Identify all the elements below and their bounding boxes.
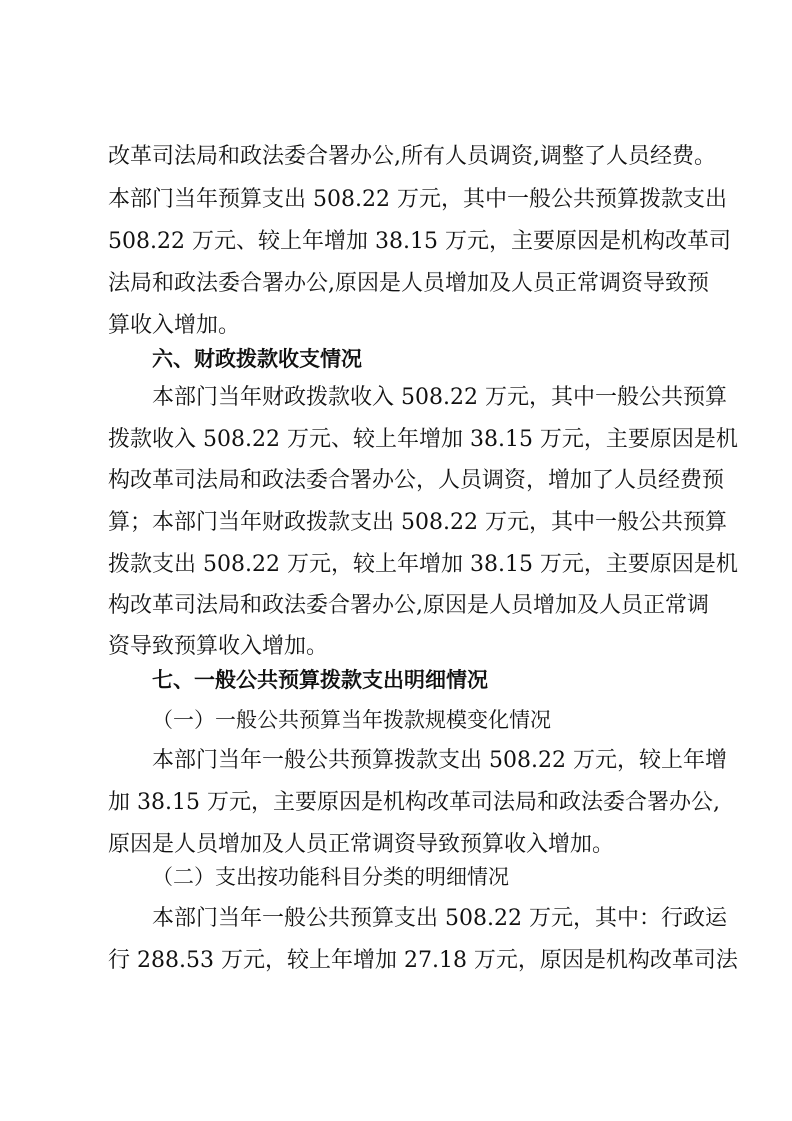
subsection-heading-1: （一）一般公共预算当年拨款规模变化情况 — [152, 708, 551, 732]
paragraph-line: 构改革司法局和政法委合署办公,原因是人员增加及人员正常调 — [108, 593, 709, 618]
paragraph-line: 本部门当年预算支出 508.22 万元，其中一般公共预算拨款支出 — [108, 187, 727, 212]
paragraph-line: 原因是人员增加及人员正常调资导致预算收入增加。 — [108, 832, 615, 857]
paragraph-line: 加 38.15 万元，主要原因是机构改革司法局和政法委合署办公, — [108, 790, 720, 815]
paragraph-line: 资导致预算收入增加。 — [108, 634, 329, 659]
section-heading-7: 七、一般公共预算拨款支出明细情况 — [152, 668, 488, 692]
paragraph-line: 本部门当年一般公共预算拨款支出 508.22 万元，较上年增 — [152, 748, 727, 773]
paragraph-line: 算；本部门当年财政拨款支出 508.22 万元，其中一般公共预算 — [108, 510, 727, 535]
paragraph-line: 本部门当年一般公共预算支出 508.22 万元，其中：行政运 — [152, 906, 727, 931]
subsection-heading-2: （二）支出按功能科目分类的明细情况 — [152, 865, 509, 889]
paragraph-line: 拨款支出 508.22 万元，较上年增加 38.15 万元，主要原因是机 — [108, 552, 738, 577]
paragraph-line: 改革司法局和政法委合署办公,所有人员调资,调整了人员经费。 — [108, 144, 716, 169]
paragraph-line: 拨款收入 508.22 万元、较上年增加 38.15 万元，主要原因是机 — [108, 427, 738, 452]
paragraph-line: 构改革司法局和政法委合署办公，人员调资，增加了人员经费预 — [108, 468, 725, 493]
paragraph-line: 算收入增加。 — [108, 313, 241, 338]
paragraph-line: 本部门当年财政拨款收入 508.22 万元，其中一般公共预算 — [152, 385, 727, 410]
paragraph-line: 法局和政法委合署办公,原因是人员增加及人员正常调资导致预 — [108, 271, 709, 296]
section-heading-6: 六、财政拨款收支情况 — [152, 347, 362, 371]
paragraph-line: 行 288.53 万元，较上年增加 27.18 万元，原因是机构改革司法 — [108, 948, 738, 973]
paragraph-line: 508.22 万元、较上年增加 38.15 万元，主要原因是机构改革司 — [108, 229, 731, 254]
